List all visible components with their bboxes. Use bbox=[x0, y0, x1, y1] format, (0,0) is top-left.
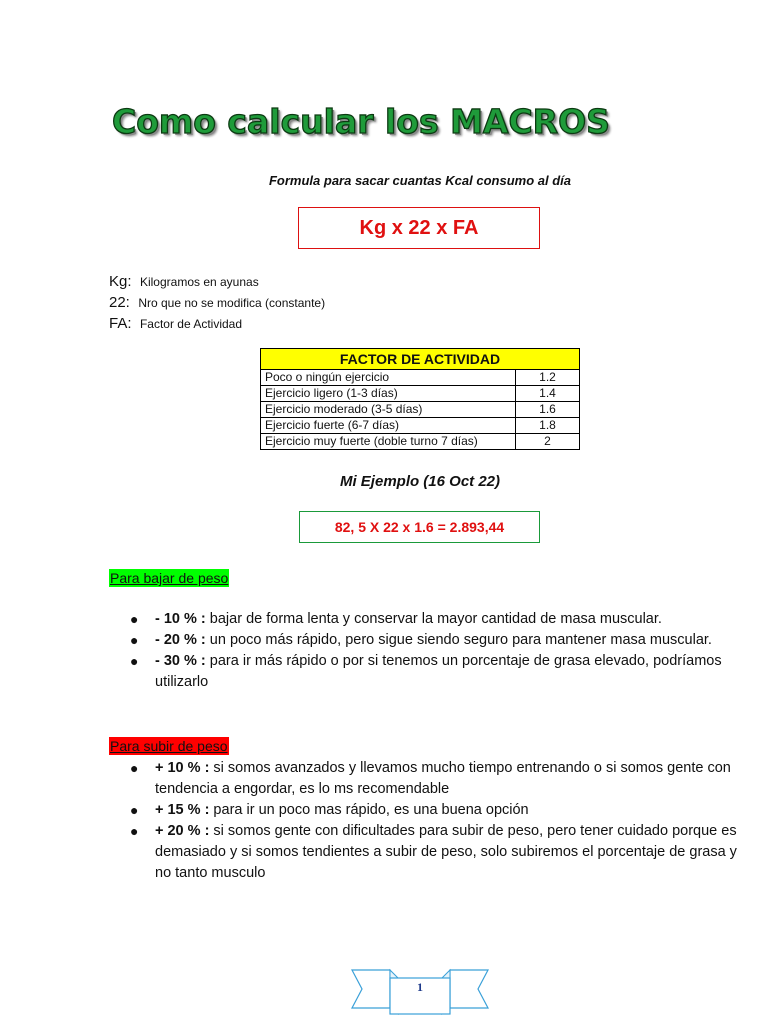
list-item-text: para ir más rápido o por si tenemos un porcentaje de grasa elevado, podríamos utilizarlo bbox=[155, 653, 722, 690]
definition-value: Kilogramos en ayunas bbox=[139, 275, 259, 289]
table-row bbox=[261, 370, 580, 386]
definition-key: 22: bbox=[109, 294, 130, 311]
example-box bbox=[299, 511, 540, 543]
table-header: FACTOR DE ACTIVIDAD bbox=[261, 349, 580, 370]
table-cell-label: Ejercicio muy fuerte (doble turno 7 días) bbox=[261, 434, 516, 450]
table-row bbox=[261, 386, 580, 402]
list-item bbox=[130, 651, 750, 693]
table-header-row bbox=[261, 349, 580, 370]
definition-key: Kg: bbox=[109, 273, 132, 290]
definition-key: FA: bbox=[109, 315, 132, 332]
table-cell-label: Ejercicio fuerte (6-7 días) bbox=[261, 418, 516, 434]
list-item bbox=[130, 821, 750, 884]
formula-box bbox=[298, 207, 540, 249]
table-cell-label: Ejercicio ligero (1-3 días) bbox=[261, 386, 516, 402]
definition-value: Factor de Actividad bbox=[139, 317, 243, 331]
example-title: Mi Ejemplo (16 Oct 22) bbox=[339, 473, 501, 490]
list-item-percent: - 10 % : bbox=[155, 611, 206, 627]
table-row bbox=[261, 434, 580, 450]
bullet-icon: ● bbox=[130, 823, 139, 839]
formula-subtitle: Formula para sacar cuantas Kcal consumo al día bbox=[268, 173, 571, 188]
formula-expression: Kg x 22 x FA bbox=[359, 216, 479, 239]
table-cell-value: 1.8 bbox=[516, 418, 580, 434]
activity-factor-table bbox=[260, 348, 580, 450]
list-item-percent: + 20 % : bbox=[155, 823, 210, 839]
list-item bbox=[130, 800, 750, 821]
table-cell-value: 1.4 bbox=[516, 386, 580, 402]
definitions-list bbox=[109, 271, 325, 334]
definition-22 bbox=[109, 292, 325, 313]
list-item-text: si somos avanzados y llevamos mucho tiempo entrenando o si somos gente con tendencia a engordar, es lo ms recomendable bbox=[155, 760, 731, 797]
table-row bbox=[261, 402, 580, 418]
list-item bbox=[130, 609, 750, 630]
definition-fa bbox=[109, 313, 325, 334]
list-item bbox=[130, 758, 750, 800]
example-calculation: 82, 5 X 22 x 1.6 = 2.893,44 bbox=[334, 519, 505, 535]
gain-weight-list bbox=[130, 758, 750, 884]
table-row bbox=[261, 418, 580, 434]
page-title: Como calcular los MACROS bbox=[112, 102, 610, 141]
list-item-text: para ir un poco mas rápido, es una buena opción bbox=[209, 802, 529, 818]
table-cell-value: 2 bbox=[516, 434, 580, 450]
table-cell-value: 1.6 bbox=[516, 402, 580, 418]
list-item-percent: + 10 % : bbox=[155, 760, 210, 776]
bullet-icon: ● bbox=[130, 760, 139, 776]
definition-kg bbox=[109, 271, 325, 292]
gain-weight-label: Para subir de peso bbox=[110, 738, 228, 754]
table-cell-label: Ejercicio moderado (3-5 días) bbox=[261, 402, 516, 418]
bullet-icon: ● bbox=[130, 611, 139, 627]
definition-value: Nro que no se modifica (constante) bbox=[138, 296, 326, 310]
list-item-percent: + 15 % : bbox=[155, 802, 210, 818]
bullet-icon: ● bbox=[130, 632, 139, 648]
list-item-percent: - 30 % : bbox=[155, 653, 206, 669]
bullet-icon: ● bbox=[130, 653, 139, 669]
lose-weight-list bbox=[130, 609, 750, 693]
list-item-text: si somos gente con dificultades para subir de peso, pero tener cuidado porque es demasiado y si somos tendientes a subir de peso, solo subiremos el porcentaje de grasa y no tanto musculo bbox=[155, 823, 737, 881]
lose-weight-label: Para bajar de peso bbox=[110, 570, 229, 586]
table-cell-label: Poco o ningún ejercicio bbox=[261, 370, 516, 386]
list-item-percent: - 20 % : bbox=[155, 632, 206, 648]
list-item-text: un poco más rápido, pero sigue siendo seguro para mantener masa muscular. bbox=[205, 632, 712, 648]
list-item-text: bajar de forma lenta y conservar la mayor cantidad de masa muscular. bbox=[205, 611, 662, 627]
table-cell-value: 1.2 bbox=[516, 370, 580, 386]
page-number: 1 bbox=[417, 980, 423, 994]
list-item bbox=[130, 630, 750, 651]
bullet-icon: ● bbox=[130, 802, 139, 818]
